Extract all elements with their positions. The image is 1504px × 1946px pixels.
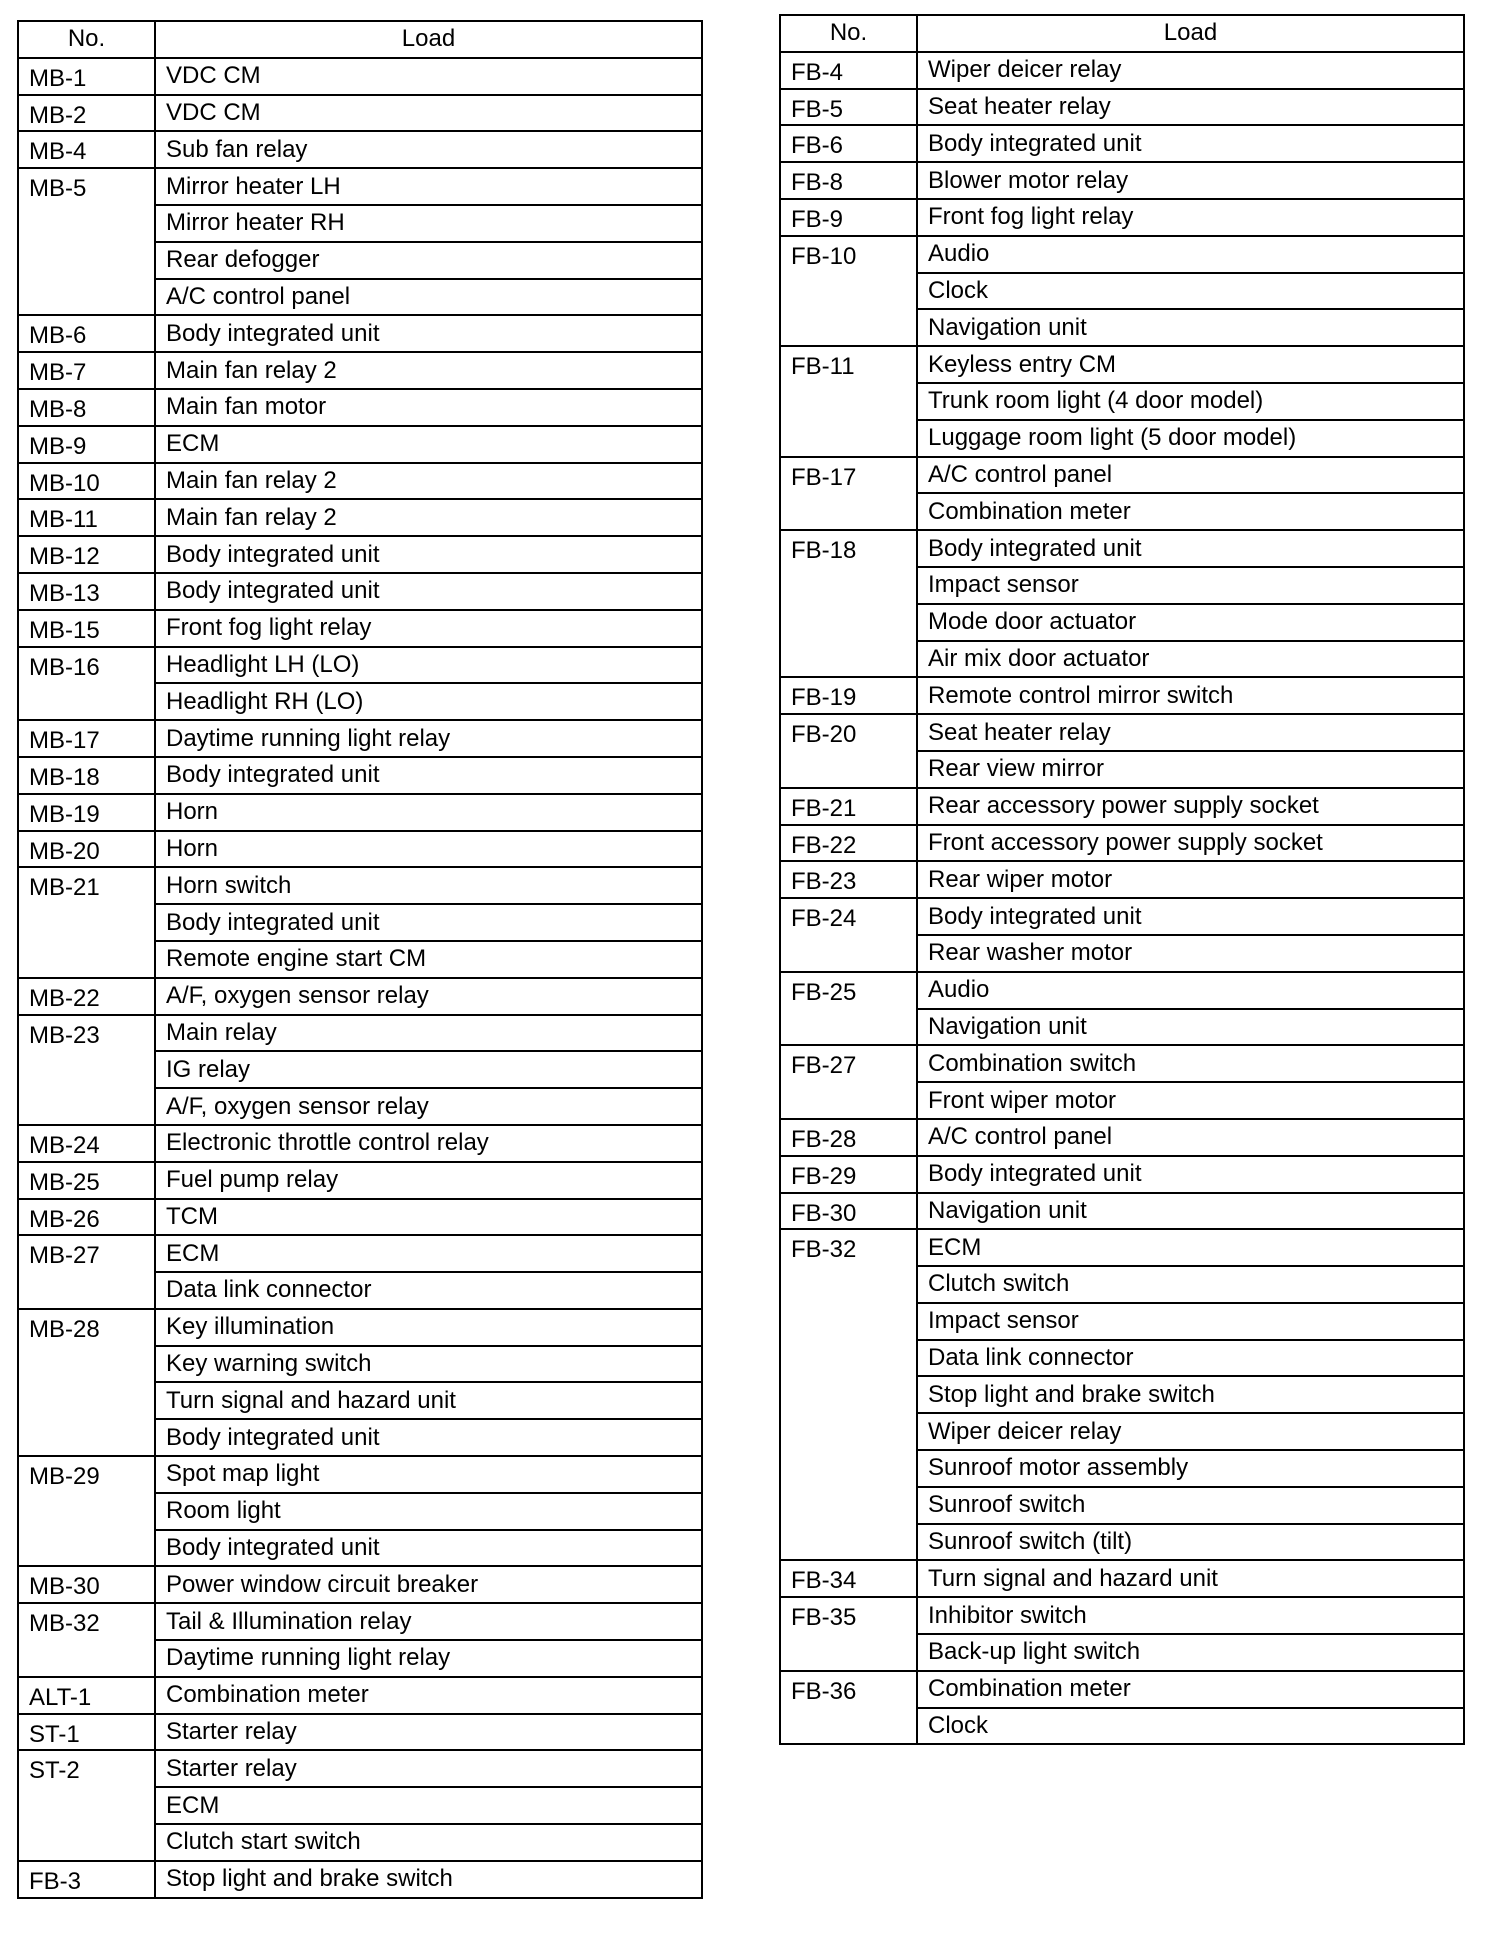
- load-cell: Stop light and brake switch: [917, 1376, 1464, 1413]
- load-cell: Clock: [917, 1708, 1464, 1745]
- load-cell: Headlight LH (LO): [155, 647, 702, 684]
- load-cell: Clock: [917, 273, 1464, 310]
- load-cell: Main fan relay 2: [155, 352, 702, 389]
- fuse-number-cell: MB-4: [18, 131, 155, 168]
- load-cell: Horn: [155, 794, 702, 831]
- fuse-number-cell: FB-9: [780, 199, 917, 236]
- fuse-number-cell: FB-10: [780, 236, 917, 346]
- fuse-number-cell: MB-2: [18, 95, 155, 132]
- load-cell: Seat heater relay: [917, 89, 1464, 126]
- load-cell: Daytime running light relay: [155, 1640, 702, 1677]
- load-cell: Daytime running light relay: [155, 720, 702, 757]
- fuse-number-cell: MB-30: [18, 1566, 155, 1603]
- load-cell: Body integrated unit: [917, 530, 1464, 567]
- load-cell: A/C control panel: [917, 457, 1464, 494]
- load-cell: Body integrated unit: [917, 125, 1464, 162]
- fuse-number-cell: FB-11: [780, 346, 917, 456]
- load-cell: Main fan relay 2: [155, 499, 702, 536]
- load-cell: ECM: [155, 1787, 702, 1824]
- fuse-number-cell: MB-5: [18, 168, 155, 315]
- load-cell: Body integrated unit: [155, 315, 702, 352]
- table-row: [18, 168, 702, 205]
- fuse-number-cell: FB-8: [780, 162, 917, 199]
- load-cell: Mirror heater RH: [155, 205, 702, 242]
- load-cell: Main relay: [155, 1015, 702, 1052]
- load-cell: Body integrated unit: [155, 757, 702, 794]
- load-cell: Body integrated unit: [155, 536, 702, 573]
- fuse-number-cell: MB-6: [18, 315, 155, 352]
- fuse-number-cell: FB-20: [780, 714, 917, 788]
- load-cell: Remote control mirror switch: [917, 677, 1464, 714]
- table-row: [780, 861, 1464, 898]
- load-cell: VDC CM: [155, 58, 702, 95]
- load-cell: Body integrated unit: [917, 898, 1464, 935]
- load-cell: ECM: [917, 1229, 1464, 1266]
- load-cell: Combination meter: [917, 1671, 1464, 1708]
- load-cell: Fuel pump relay: [155, 1162, 702, 1199]
- fuse-number-cell: MB-10: [18, 463, 155, 500]
- table-row: [780, 1597, 1464, 1634]
- load-cell: Clutch switch: [917, 1266, 1464, 1303]
- fuse-number-cell: FB-21: [780, 788, 917, 825]
- load-cell: Navigation unit: [917, 309, 1464, 346]
- load-cell: Horn switch: [155, 867, 702, 904]
- table-row: [18, 352, 702, 389]
- fuse-number-cell: FB-17: [780, 457, 917, 531]
- table-row: [780, 530, 1464, 567]
- load-cell: Sunroof switch: [917, 1487, 1464, 1524]
- table-row: [18, 58, 702, 95]
- load-cell: Body integrated unit: [155, 573, 702, 610]
- table-row: [18, 1125, 702, 1162]
- table-row: [780, 457, 1464, 494]
- load-cell: IG relay: [155, 1051, 702, 1088]
- table-row: [18, 131, 702, 168]
- table-row: [18, 720, 702, 757]
- load-cell: Starter relay: [155, 1750, 702, 1787]
- load-cell: Trunk room light (4 door model): [917, 383, 1464, 420]
- table-row: [780, 1156, 1464, 1193]
- fuse-number-cell: MB-11: [18, 499, 155, 536]
- load-cell: Audio: [917, 236, 1464, 273]
- header-no: No.: [18, 21, 155, 58]
- load-cell: Body integrated unit: [155, 1419, 702, 1456]
- fuse-number-cell: MB-21: [18, 867, 155, 977]
- load-cell: A/C control panel: [917, 1119, 1464, 1156]
- load-cell: Rear accessory power supply socket: [917, 788, 1464, 825]
- fuse-number-cell: FB-28: [780, 1119, 917, 1156]
- fuse-number-cell: MB-19: [18, 794, 155, 831]
- load-cell: Blower motor relay: [917, 162, 1464, 199]
- fuse-number-cell: MB-26: [18, 1199, 155, 1236]
- load-cell: Data link connector: [917, 1340, 1464, 1377]
- fuse-number-cell: MB-25: [18, 1162, 155, 1199]
- table-row: [18, 1750, 702, 1787]
- load-cell: Data link connector: [155, 1272, 702, 1309]
- load-cell: Tail & Illumination relay: [155, 1603, 702, 1640]
- load-cell: Sunroof motor assembly: [917, 1450, 1464, 1487]
- load-cell: Electronic throttle control relay: [155, 1125, 702, 1162]
- fuse-number-cell: FB-36: [780, 1671, 917, 1745]
- fuse-number-cell: FB-34: [780, 1560, 917, 1597]
- fuse-number-cell: ALT-1: [18, 1677, 155, 1714]
- fuse-number-cell: MB-29: [18, 1456, 155, 1566]
- load-cell: A/F, oxygen sensor relay: [155, 978, 702, 1015]
- table-row: [780, 898, 1464, 935]
- load-cell: Mirror heater LH: [155, 168, 702, 205]
- fuse-number-cell: FB-30: [780, 1193, 917, 1230]
- load-cell: Key illumination: [155, 1309, 702, 1346]
- table-row: [780, 125, 1464, 162]
- load-cell: Room light: [155, 1493, 702, 1530]
- load-cell: Mode door actuator: [917, 604, 1464, 641]
- header-row: [18, 21, 702, 58]
- load-cell: Rear view mirror: [917, 751, 1464, 788]
- table-row: [18, 1309, 702, 1346]
- load-cell: Sunroof switch (tilt): [917, 1524, 1464, 1561]
- load-cell: Power window circuit breaker: [155, 1566, 702, 1603]
- table-body-right: [780, 52, 1464, 1745]
- table-row: [780, 972, 1464, 1009]
- fuse-number-cell: MB-12: [18, 536, 155, 573]
- table-row: [780, 1119, 1464, 1156]
- fuse-number-cell: MB-23: [18, 1015, 155, 1125]
- load-cell: Front fog light relay: [155, 610, 702, 647]
- header-row: [780, 15, 1464, 52]
- load-cell: Rear defogger: [155, 242, 702, 279]
- load-cell: Sub fan relay: [155, 131, 702, 168]
- fuse-number-cell: ST-2: [18, 1750, 155, 1860]
- fuse-number-cell: FB-29: [780, 1156, 917, 1193]
- header-no: No.: [780, 15, 917, 52]
- table-row: [18, 315, 702, 352]
- table-row: [780, 788, 1464, 825]
- header-load: Load: [917, 15, 1464, 52]
- table-row: [780, 52, 1464, 89]
- load-cell: Inhibitor switch: [917, 1597, 1464, 1634]
- table-row: [780, 825, 1464, 862]
- table-row: [18, 978, 702, 1015]
- table-row: [18, 1603, 702, 1640]
- table-row: [780, 1560, 1464, 1597]
- load-cell: Headlight RH (LO): [155, 683, 702, 720]
- load-cell: TCM: [155, 1199, 702, 1236]
- load-cell: Spot map light: [155, 1456, 702, 1493]
- fuse-number-cell: FB-3: [18, 1861, 155, 1898]
- fuse-number-cell: FB-18: [780, 530, 917, 677]
- table-row: [780, 162, 1464, 199]
- load-cell: Wiper deicer relay: [917, 52, 1464, 89]
- table-row: [18, 573, 702, 610]
- fuse-number-cell: FB-4: [780, 52, 917, 89]
- fuse-number-cell: MB-15: [18, 610, 155, 647]
- fuse-number-cell: MB-22: [18, 978, 155, 1015]
- load-cell: Rear washer motor: [917, 935, 1464, 972]
- load-cell: Combination meter: [917, 493, 1464, 530]
- load-cell: Luggage room light (5 door model): [917, 420, 1464, 457]
- load-cell: Keyless entry CM: [917, 346, 1464, 383]
- load-cell: A/F, oxygen sensor relay: [155, 1088, 702, 1125]
- table-row: [18, 426, 702, 463]
- load-cell: Front accessory power supply socket: [917, 825, 1464, 862]
- load-cell: Impact sensor: [917, 567, 1464, 604]
- load-cell: Turn signal and hazard unit: [917, 1560, 1464, 1597]
- load-cell: Air mix door actuator: [917, 641, 1464, 678]
- table-body-left: [18, 58, 702, 1898]
- table-row: [18, 831, 702, 868]
- load-cell: ECM: [155, 426, 702, 463]
- table-row: [780, 346, 1464, 383]
- table-row: [780, 1229, 1464, 1266]
- fuse-number-cell: FB-19: [780, 677, 917, 714]
- fuse-number-cell: FB-6: [780, 125, 917, 162]
- table-row: [18, 1714, 702, 1751]
- table-row: [780, 199, 1464, 236]
- load-cell: Starter relay: [155, 1714, 702, 1751]
- load-cell: Front fog light relay: [917, 199, 1464, 236]
- load-cell: Remote engine start CM: [155, 941, 702, 978]
- load-cell: ECM: [155, 1235, 702, 1272]
- load-cell: Stop light and brake switch: [155, 1861, 702, 1898]
- fuse-number-cell: MB-9: [18, 426, 155, 463]
- load-cell: Navigation unit: [917, 1193, 1464, 1230]
- load-cell: Clutch start switch: [155, 1824, 702, 1861]
- fuse-number-cell: MB-27: [18, 1235, 155, 1309]
- load-cell: Main fan relay 2: [155, 463, 702, 500]
- fuse-number-cell: MB-20: [18, 831, 155, 868]
- load-cell: Body integrated unit: [155, 904, 702, 941]
- fuse-number-cell: MB-7: [18, 352, 155, 389]
- table-row: [780, 1045, 1464, 1082]
- fuse-number-cell: FB-25: [780, 972, 917, 1046]
- load-cell: VDC CM: [155, 95, 702, 132]
- fuse-number-cell: FB-24: [780, 898, 917, 972]
- fuse-number-cell: FB-23: [780, 861, 917, 898]
- load-cell: Rear wiper motor: [917, 861, 1464, 898]
- table-row: [18, 389, 702, 426]
- load-cell: Main fan motor: [155, 389, 702, 426]
- table-row: [18, 1199, 702, 1236]
- table-row: [18, 95, 702, 132]
- load-cell: A/C control panel: [155, 279, 702, 316]
- fuse-number-cell: MB-13: [18, 573, 155, 610]
- load-cell: Horn: [155, 831, 702, 868]
- fuse-number-cell: MB-16: [18, 647, 155, 721]
- fuse-number-cell: MB-28: [18, 1309, 155, 1456]
- load-cell: Wiper deicer relay: [917, 1413, 1464, 1450]
- fuse-number-cell: MB-8: [18, 389, 155, 426]
- load-cell: Body integrated unit: [155, 1530, 702, 1567]
- load-cell: Turn signal and hazard unit: [155, 1382, 702, 1419]
- table-row: [18, 463, 702, 500]
- fuse-number-cell: FB-27: [780, 1045, 917, 1119]
- fuse-number-cell: MB-17: [18, 720, 155, 757]
- load-cell: Impact sensor: [917, 1303, 1464, 1340]
- fuse-number-cell: FB-22: [780, 825, 917, 862]
- fuse-number-cell: MB-1: [18, 58, 155, 95]
- table-row: [18, 794, 702, 831]
- header-load: Load: [155, 21, 702, 58]
- load-cell: Front wiper motor: [917, 1082, 1464, 1119]
- fuse-load-table-left: [17, 20, 703, 1899]
- load-cell: Audio: [917, 972, 1464, 1009]
- fuse-load-table-right: [779, 14, 1465, 1745]
- fuse-number-cell: FB-32: [780, 1229, 917, 1560]
- table-row: [18, 1677, 702, 1714]
- table-row: [18, 757, 702, 794]
- load-cell: Combination meter: [155, 1677, 702, 1714]
- table-row: [18, 1235, 702, 1272]
- load-cell: Seat heater relay: [917, 714, 1464, 751]
- fuse-number-cell: FB-35: [780, 1597, 917, 1671]
- fuse-number-cell: MB-32: [18, 1603, 155, 1677]
- load-cell: Combination switch: [917, 1045, 1464, 1082]
- fuse-number-cell: ST-1: [18, 1714, 155, 1751]
- table-row: [18, 1861, 702, 1898]
- fuse-number-cell: FB-5: [780, 89, 917, 126]
- table-row: [780, 89, 1464, 126]
- table-row: [780, 714, 1464, 751]
- load-cell: Body integrated unit: [917, 1156, 1464, 1193]
- table-row: [18, 499, 702, 536]
- table-row: [18, 1456, 702, 1493]
- table-row: [18, 867, 702, 904]
- table-row: [780, 236, 1464, 273]
- table-row: [18, 536, 702, 573]
- table-row: [18, 1162, 702, 1199]
- table-row: [18, 1015, 702, 1052]
- fuse-number-cell: MB-24: [18, 1125, 155, 1162]
- table-row: [18, 1566, 702, 1603]
- table-row: [18, 610, 702, 647]
- load-cell: Back-up light switch: [917, 1634, 1464, 1671]
- table-row: [780, 1193, 1464, 1230]
- load-cell: Navigation unit: [917, 1009, 1464, 1046]
- table-row: [780, 1671, 1464, 1708]
- table-row: [18, 647, 702, 684]
- load-cell: Key warning switch: [155, 1346, 702, 1383]
- table-row: [780, 677, 1464, 714]
- fuse-number-cell: MB-18: [18, 757, 155, 794]
